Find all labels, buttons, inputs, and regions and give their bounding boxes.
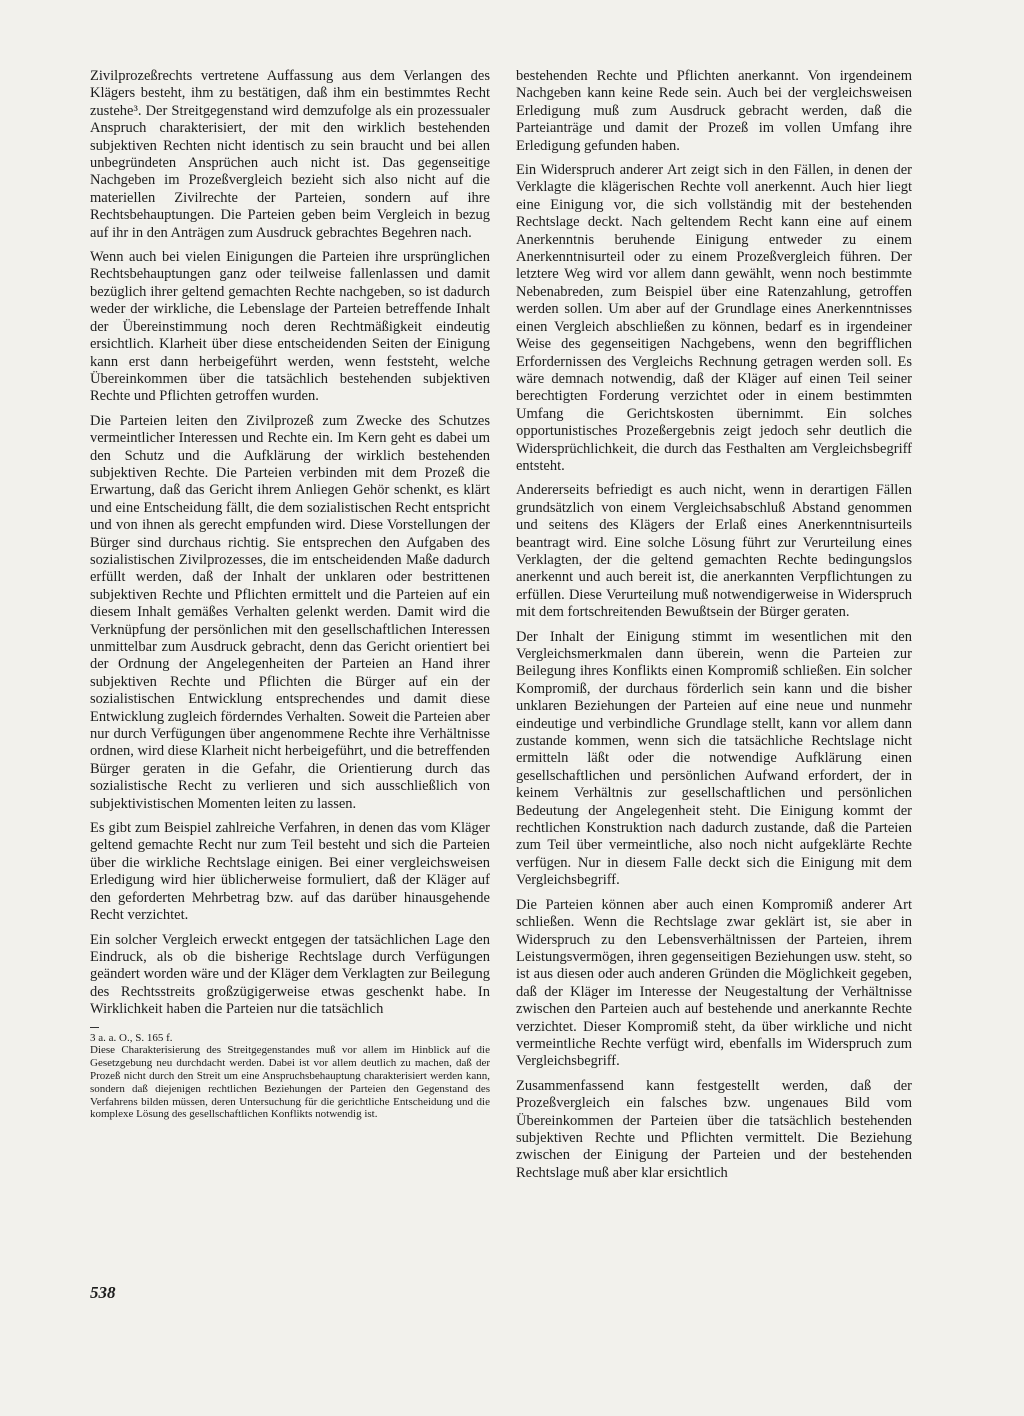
paragraph: Der Inhalt der Einigung stimmt im wesentlichen mit den Vergleichsmerkmalen dann überein, wenn die Parteien zur Beilegung ihres Konflikts einen Kompromiß schließen. Ein solcher Kompromiß, der durchaus förderlich sein kann und die bisher unklaren Beziehungen der Parteien auf eine neue und nunmehr eindeutige und verbindliche Grundlage stellt, kann vor allem dann zustande kommen, wenn sich die tatsächliche Rechtslage nicht ermitteln läßt oder die notwendige Aufklärung einen gesellschaftlichen und persönlichen Aufwand erfordert, der in keinem Verhältnis zur gesellschaftlichen und persönlichen Bedeutung der Angelegenheit steht. Die Einigung kommt der rechtlichen Konstruktion nach dadurch zustande, daß die Parteien zum Teil über vermeintliche, also noch nicht aufgeklärte Rechte verfügen. Nur in diesem Falle deckt sich die Einigung mit dem Vergleichsbegriff. <box>516 628 912 889</box>
paragraph: Ein solcher Vergleich erweckt entgegen der tatsächlichen Lage den Eindruck, als ob die bisherige Rechtslage durch Verfügungen geändert worden wäre und der Kläger dem Verklagten zur Beilegung des Rechtsstreits großzügigerweise etwas geschenkt habe. In Wirklichkeit haben die Parteien nur die tatsächlich <box>90 931 490 1018</box>
left-column <box>90 68 490 1121</box>
paragraph: Zusammenfassend kann festgestellt werden, daß der Prozeßvergleich ein falsches bzw. ungenaues Bild vom Übereinkommen der Parteien über die tatsächlich bestehenden subjektiven Rechte und Pflichten vermittelt. Die Beziehung zwischen der Einigung der Parteien und der bestehenden Rechtslage muß aber klar ersichtlich <box>516 1077 912 1181</box>
right-column <box>516 68 912 1189</box>
paragraph: Wenn auch bei vielen Einigungen die Parteien ihre ursprünglichen Rechtsbehauptungen ganz oder teilweise fallenlassen und damit bezüglich ihrer geltend gemachten Rechte nachgeben, so ist dadurch weder der wirkliche, die Lebenslage der Parteien betreffende Inhalt der Übereinstimmung noch deren Rechtmäßigkeit eindeutig ersichtlich. Klarheit über diese entscheidenden Seiten der Einigung kann erst dann herbeigeführt werden, wenn feststeht, welche Übereinkommen über die tatsächlich bestehenden subjektiven Rechte und Pflichten getroffen wurden. <box>90 249 490 405</box>
footnotes <box>90 1032 490 1122</box>
paragraph: Zivilprozeßrechts vertretene Auffassung aus dem Verlangen des Klägers besteht, ihm zu bestätigen, daß ihm ein bestimmtes Recht zustehe³. Der Streitgegenstand wird demzufolge als ein prozessualer Anspruch charakterisiert, der mit den wirklich bestehenden subjektiven Rechten nicht identisch zu sein braucht und bei allen unbegründeten Ansprüchen auch nicht ist. Das gegenseitige Nachgeben im Prozeßvergleich bezieht sich also nicht auf die materiellen Zivilrechte der Parteien, sondern auf ihre Rechtsbehauptungen. Die Parteien geben beim Vergleich in bezug auf ihr in den Anträgen zum Ausdruck gebrachtes Begehren nach. <box>90 68 490 241</box>
footnote-text: Diese Charakterisierung des Streitgegenstandes muß vor allem im Hinblick auf die Gesetzgebung neu durchdacht werden. Dabei ist vor allem deutlich zu machen, daß der Prozeß nicht durch den Streit um eine Anspruchsbehauptung charakterisiert werden kann, sondern daß diejenigen rechtlichen Beziehungen der Parteien den Gegenstand des Verfahrens bilden müssen, deren Untersuchung für die gerichtliche Entscheidung und die komplexe Lösung des gesellschaftlichen Konflikts notwendig ist. <box>90 1044 490 1121</box>
paragraph: Es gibt zum Beispiel zahlreiche Verfahren, in denen das vom Kläger geltend gemachte Recht nur zum Teil besteht und sich die Parteien über die wirkliche Rechtslage einigen. Bei einer vergleichsweisen Erledigung wird hier üblicherweise formuliert, daß der Kläger auf den geforderten Mehrbetrag bzw. auf das darüber hinausgehende Recht verzichtet. <box>90 820 490 924</box>
footnote-divider <box>90 1027 99 1028</box>
paragraph: Die Parteien können aber auch einen Kompromiß anderer Art schließen. Wenn die Rechtslage zwar geklärt ist, sie aber in Widerspruch zu den Lebensverhältnissen der Parteien, ihrem Leistungsvermögen, ihren gegenseitigen Beziehungen usw. steht, so ist aus diesen oder auch anderen Gründen die Möglichkeit gegeben, daß der Kläger im Interesse der Neugestaltung der Verhältnisse zwischen den Parteien auch auf bestehende und anerkannte Rechte verzichtet. Dieser Kompromiß steht, da über wirkliche und nicht vermeintliche Rechte verfügt wird, ebenfalls im Widerspruch zum Vergleichsbegriff. <box>516 896 912 1070</box>
page-number: 538 <box>90 1283 116 1302</box>
paragraph: Die Parteien leiten den Zivilprozeß zum Zwecke des Schutzes vermeintlicher Interessen und Rechte ein. Im Kern geht es dabei um den Schutz und die Aufklärung der wirklich bestehenden subjektiven Rechte. Die Parteien verbinden mit dem Prozeß die Erwartung, daß das Gericht ihrem Anliegen Gehör schenkt, es klärt und eine Entscheidung fällt, die dem sozialistischen Recht entspricht und von ihnen als gerecht empfunden wird. Diese Vorstellungen der Bürger sind durchaus richtig. Sie entsprechen den Aufgaben des sozialistischen Zivilprozesses, die im entscheidenden Maße dadurch erfüllt werden, daß der Inhalt der unklaren oder bestrittenen subjektiven Rechte und Pflichten ermittelt und die Parteien auf ein diesem Inhalt gemäßes Verhalten gelenkt werden. Damit wird die Verknüpfung der persönlichen mit den gesellschaftlichen Interessen unmittelbar zum Ausdruck gebracht, denn das Gericht orientiert bei der Ordnung der Angelegenheiten der Parteien an Hand ihrer subjektiven Rechte und Pflichten die Bürger auf ein der sozialistischen Entwicklung entsprechendes und damit diese Entwicklung zugleich förderndes Verhalten. Soweit die Parteien aber nur durch Verfügungen über angenommene Rechte ihre Verhältnisse ordnen, wird diese Klarheit nicht herbeigeführt, und die betreffenden Bürger geraten in die Gefahr, die Orientierung durch das sozialistische Recht zu verlieren und sich ausschließlich von subjektivistischen Momenten leiten zu lassen. <box>90 412 490 812</box>
paragraph: bestehenden Rechte und Pflichten anerkannt. Von irgendeinem Nachgeben kann keine Rede sein. Auch bei der vergleichsweisen Erledigung muß zum Ausdruck gebracht werden, daß die Parteianträge und damit der Prozeß im vollen Umfang ihre Erledigung gefunden haben. <box>516 68 912 154</box>
paragraph: Andererseits befriedigt es auch nicht, wenn in derartigen Fällen grundsätzlich von einem Vergleichsabschluß Abstand genommen und seitens des Klägers der Erlaß eines Anerkenntnisurteils beantragt wird. Eine solche Lösung führt zur Verurteilung eines Verklagten, der die geltend gemachten Rechte bedingungslos anerkennt und auch bereit ist, die anerkannten Verpflichtungen zu erfüllen. Diese Verurteilung muß notwendigerweise in Widerspruch mit dem fortschreitenden Bewußtsein der Bürger geraten. <box>516 482 912 621</box>
paragraph: Ein Widerspruch anderer Art zeigt sich in den Fällen, in denen der Verklagte die klägerischen Rechte voll anerkennt. Auch hier liegt eine Einigung vor, die sich vollständig mit der bestehenden Rechtslage deckt. Nach geltendem Recht kann eine auf einem Anerkenntnis beruhende Einigung entweder zu einem Anerkenntnisurteil oder zu einem Prozeßvergleich führen. Der letztere Weg wird vor allem dann gewählt, wenn noch bestimmte Nebenabreden, zum Beispiel über eine Ratenzahlung, getroffen werden sollen. Um aber auf der Grundlage eines Anerkenntnisses einen Vergleich abschließen zu können, bedarf es in irgendeiner Weise des gegenseitigen Nachgebens, wenn den begrifflichen Erfordernissen des Vergleichs Rechnung getragen werden soll. Es wäre demnach notwendig, daß der Kläger auf einen Teil seiner berechtigten Forderung verzichtet oder in einem bestimmten Umfang die Gerichtskosten übernimmt. Ein solches opportunistisches Prozeßergebnis zeigt jedoch sehr deutlich die Widersprüchlichkeit, die durch das Festhalten am Vergleichsbegriff entsteht. <box>516 162 912 474</box>
footnote-reference: 3 a. a. O., S. 165 f. <box>90 1031 173 1044</box>
